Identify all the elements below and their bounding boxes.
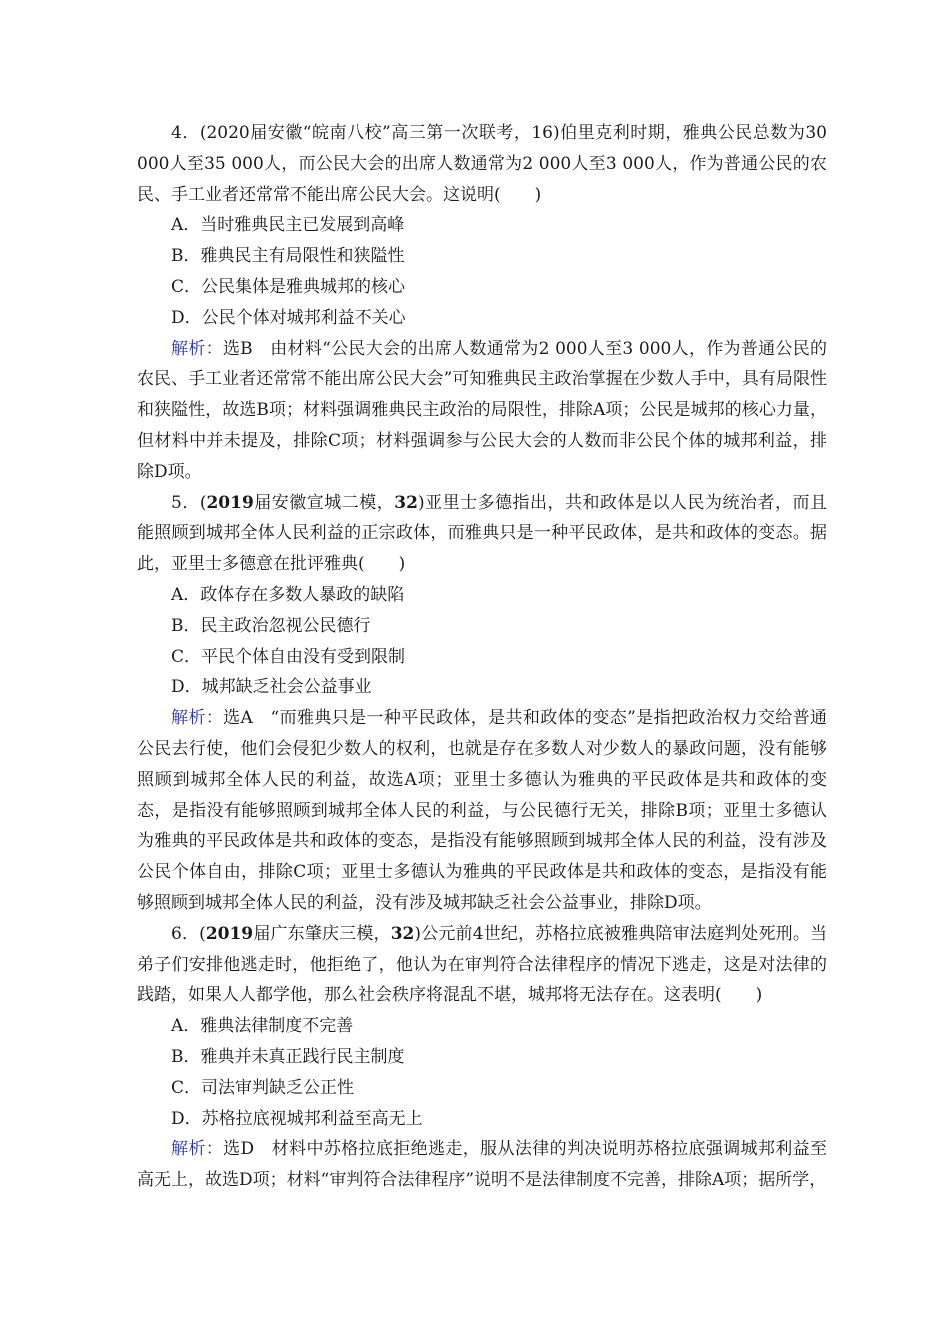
option-d: D．城邦缺乏社会公益事业 [171,677,372,698]
document-body [137,118,827,1196]
option-c: C．公民集体是雅典城邦的核心 [171,276,406,297]
analysis-text: 选D 材料中苏格拉底拒绝逃走，服从法律的判决说明苏格拉底强调城邦利益至高无上，故选D项；材料“审判符合法律程序”说明不是法律制度不完善，排除A项；据所学， [137,1139,827,1191]
question-6 [137,919,827,1011]
option-d: D．公民个体对城邦利益不关心 [171,307,406,328]
question-number: 4． [171,123,200,143]
option-d: D．苏格拉底视城邦利益至高无上 [171,1108,423,1129]
question-source: (2019届安徽宣城二模，32) [199,492,425,513]
analysis-label: 解析： [171,338,223,359]
analysis-label: 解析： [171,708,224,729]
question-4 [137,118,827,210]
analysis-5 [137,703,827,919]
analysis-4 [137,334,827,488]
analysis-text: 选B 由材料“公民大会的出席人数通常为2 000人至3 000人，作为普通公民的农民、手工业者还常常不能出席公民大会”可知雅典民主政治掌握在少数人手中，具有局限性和狭隘性，故选B项；材料强调雅典民主政治的局限性，排除A项；公民是城邦的核心力量，但材料中并未提及，排除C项；材料强调参与公民大会的人数而非公民个体的城邦利益，排除D项。 [137,338,827,482]
question-5 [137,488,827,580]
option-b: B．民主政治忽视公民德行 [171,615,371,636]
option-b: B．雅典并未真正践行民主制度 [171,1046,405,1067]
analysis-text: 选A “而雅典只是一种平民政体，是共和政体的变态”是指把政治权力交给普通公民去行使，他们会侵犯少数人的权利，也就是存在多数人对少数人的暴政问题，没有能够照顾到城邦全体人民的利益，故选A项；亚里士多德认为雅典的平民政体是共和政体的变态，是指没有能够照顾到城邦全体人民的利益，与公民德行无关，排除B项；亚里士多德认为雅典的平民政体是共和政体的变态，是指没有能够照顾到城邦全体人民的利益，没有涉及公民个体自由，排除C项；亚里士多德认为雅典的平民政体是共和政体的变态，是指没有能够照顾到城邦全体人民的利益，没有涉及城邦缺乏社会公益事业，排除D项。 [137,708,827,913]
option-c: C．平民个体自由没有受到限制 [171,646,406,667]
option-c: C．司法审判缺乏公正性 [171,1077,355,1098]
analysis-label: 解析： [171,1139,224,1160]
option-a: A．雅典法律制度不完善 [171,1016,354,1037]
option-a: A．政体存在多数人暴政的缺陷 [171,584,405,605]
question-stem: 亚里士多德指出，共和政体是以人民为统治者，而且能照顾到城邦全体人民利益的正宗政体，而雅典只是一种平民政体，是共和政体的变态。据此，亚里士多德意在批评雅典( ) [137,492,828,575]
question-source: (2019届广东肇庆三模，32) [199,923,422,944]
option-b: B．雅典民主有局限性和狭隘性 [171,246,405,267]
question-number: 5． [171,492,200,513]
option-a: A．当时雅典民主已发展到高峰 [171,215,405,236]
question-stem: 公元前4世纪，苏格拉底被雅典陪审法庭判处死刑。当弟子们安排他逃走时，他拒绝了，他认为在审判符合法律程序的情况下逃走，这是对法律的践踏，如果人人都学他，那么社会秩序将混乱不堪，城邦将无法存在。这表明( ) [137,923,827,1006]
question-number: 6． [171,923,200,944]
question-source: (2020届安徽“皖南八校”高三第一次联考，16) [199,123,560,143]
question-stem: 伯里克利时期，雅典公民总数为30 000人至35 000人，而公民大会的出席人数通常为2 000人至3 000人，作为普通公民的农民、手工业者还常常不能出席公民大会。这说明( ) [137,123,827,205]
analysis-6 [137,1134,827,1196]
